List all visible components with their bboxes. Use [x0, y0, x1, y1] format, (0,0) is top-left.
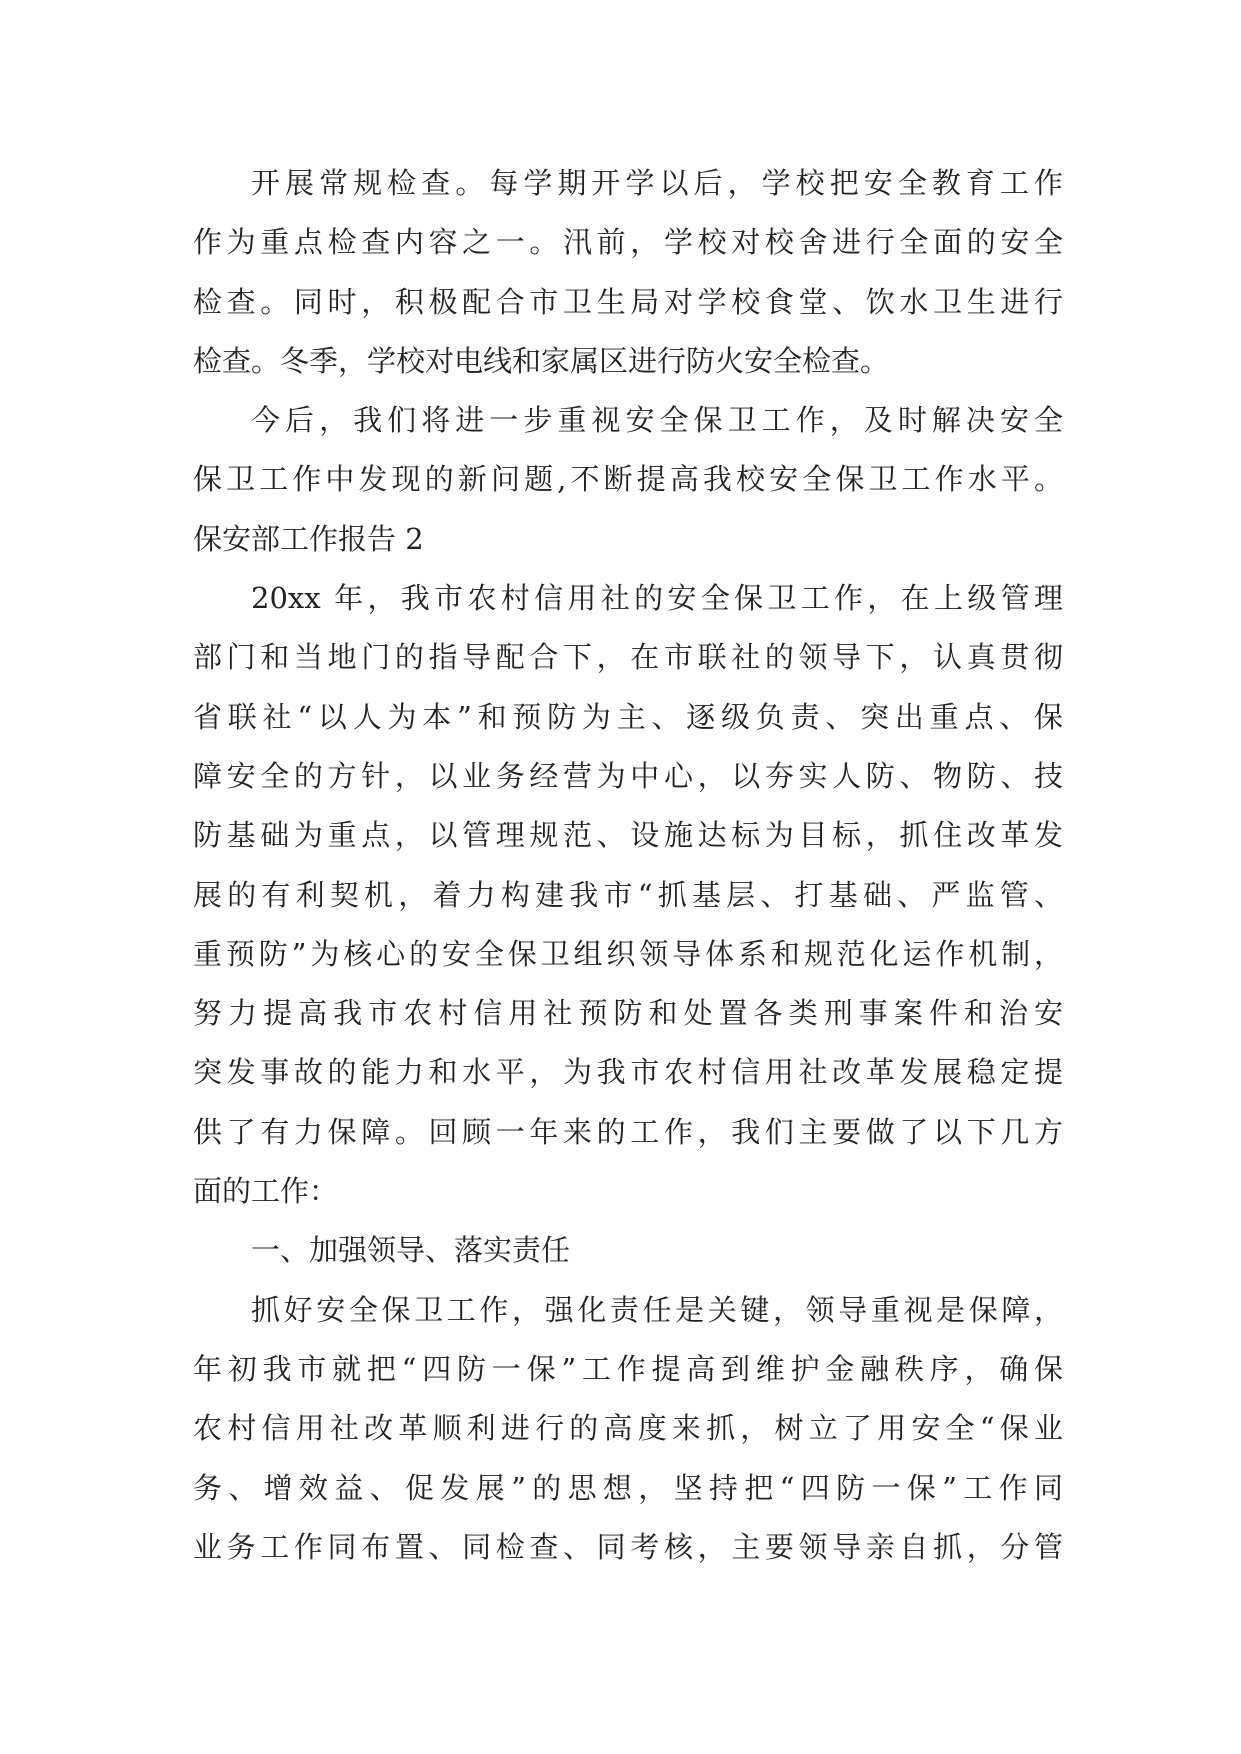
document-page	[193, 154, 1063, 1577]
text-line: 努力提高我市农村信用社预防和处置各类刑事案件和治安	[193, 996, 1063, 1031]
text-line: 面的工作：	[193, 1174, 339, 1209]
text-line: 年初我市就把“四防一保”工作提高到维护金融秩序，确保	[193, 1351, 1063, 1386]
text-line: 省联社“以人为本”和预防为主、逐级负责、突出重点、保	[193, 699, 1063, 734]
text-line: 开展常规检查。每学期开学以后，学校把安全教育工作	[251, 166, 1063, 200]
text-line: 作为重点检查内容之一。汛前，学校对校舍进行全面的安全	[193, 225, 1063, 260]
text-line: 展的有利契机，着力构建我市“抓基层、打基础、严监管、	[193, 877, 1063, 912]
text-line: 障安全的方针，以业务经营为中心，以夯实人防、物防、技	[193, 758, 1063, 793]
text-line: 检查。冬季，学校对电线和家属区进行防火安全检查。	[193, 343, 890, 378]
text-line: 检查。同时，积极配合市卫生局对学校食堂、饮水卫生进行	[193, 284, 1063, 319]
text-line: 部门和当地门的指导配合下，在市联社的领导下，认真贯彻	[193, 640, 1063, 675]
text-line: 突发事故的能力和水平，为我市农村信用社改革发展稳定提	[193, 1055, 1063, 1090]
text-line: 重预防”为核心的安全保卫组织领导体系和规范化运作机制，	[193, 936, 1063, 971]
text-line: 20xx 年，我市农村信用社的安全保卫工作，在上级管理	[251, 581, 1063, 616]
section-title: 保安部工作报告 2	[193, 521, 424, 556]
text-line: 保卫工作中发现的新问题,不断提高我校安全保卫工作水平。	[193, 462, 1063, 497]
text-line: 供了有力保障。回顾一年来的工作，我们主要做了以下几方	[193, 1114, 1063, 1149]
text-line: 防基础为重点，以管理规范、设施达标为目标，抓住改革发	[193, 818, 1063, 853]
text-line: 抓好安全保卫工作，强化责任是关键，领导重视是保障，	[251, 1292, 1063, 1327]
text-line: 业务工作同布置、同检查、同考核，主要领导亲自抓，分管	[193, 1529, 1063, 1564]
section-heading: 一、加强领导、落实责任	[251, 1233, 571, 1268]
text-line: 务、增效益、促发展”的思想，坚持把“四防一保”工作同	[193, 1470, 1063, 1505]
text-line: 农村信用社改革顺利进行的高度来抓，树立了用安全“保业	[193, 1411, 1063, 1446]
text-line: 今后，我们将进一步重视安全保卫工作，及时解决安全	[251, 403, 1063, 438]
